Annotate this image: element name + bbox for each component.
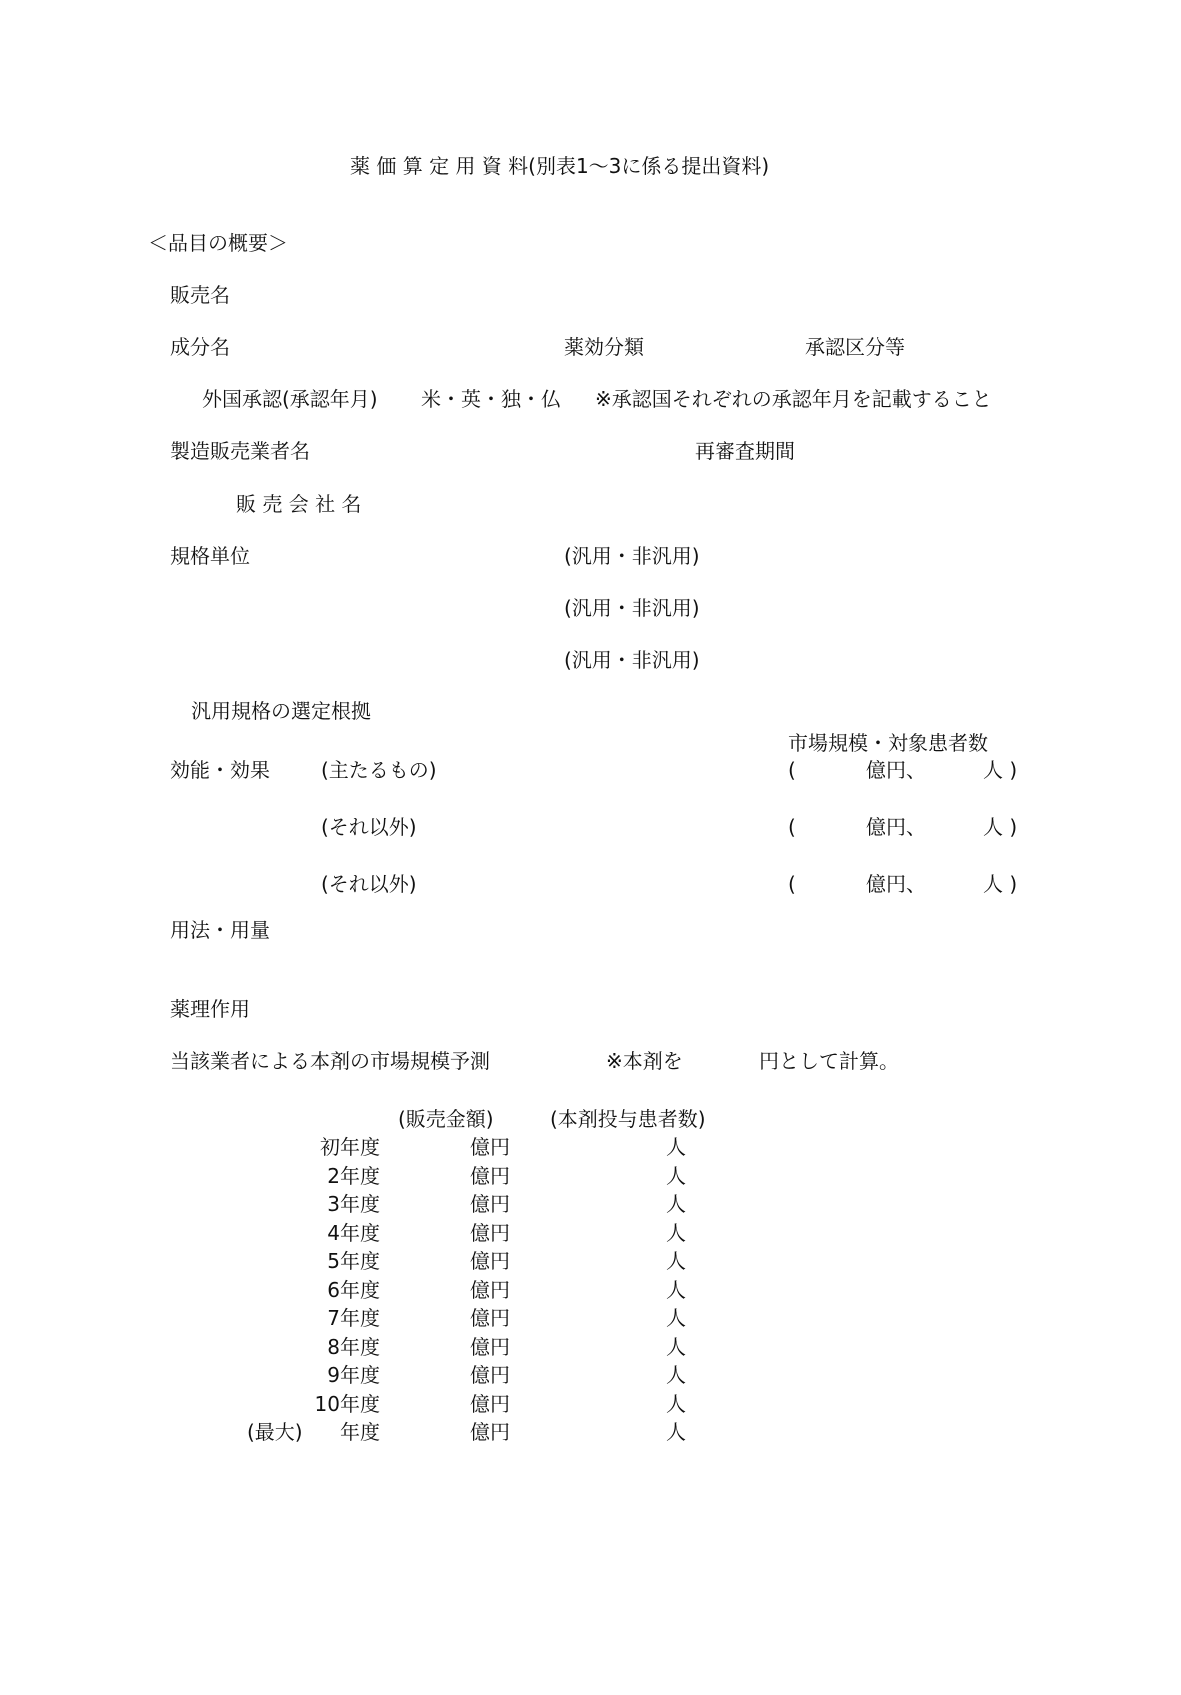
col-sales-header: (販売金額) (398, 1107, 494, 1131)
forecast-unit-nin: 人 (666, 1392, 686, 1416)
forecast-unit-nin: 人 (666, 1363, 686, 1387)
efficacy-class-label: 薬効分類 (564, 335, 644, 359)
forecast-unit-nin: 人 (666, 1335, 686, 1359)
paren-open: ( (788, 758, 796, 782)
sales-name-label: 販売名 (170, 283, 230, 307)
paren-open: ( (788, 815, 796, 839)
efficacy-row-label: (それ以外) (321, 815, 417, 839)
ingredient-label: 成分名 (170, 335, 230, 359)
forecast-unit-oku-en: 億円 (470, 1392, 510, 1416)
forecast-year: 2年度 (327, 1164, 380, 1188)
forecast-year-prefix: (最大) (247, 1420, 303, 1444)
paren-open: ( (788, 872, 796, 896)
forecast-year: 10年度 (314, 1392, 380, 1416)
col-patients-header: (本剤投与患者数) (550, 1107, 706, 1131)
generic-option: (汎用・非汎用) (564, 596, 700, 620)
forecast-unit-nin: 人 (666, 1306, 686, 1330)
reexam-period-label: 再審査期間 (695, 439, 795, 463)
spec-unit-label: 規格単位 (170, 544, 250, 568)
pharmacology-label: 薬理作用 (170, 997, 250, 1021)
generic-option: (汎用・非汎用) (564, 648, 700, 672)
forecast-unit-nin: 人 (666, 1135, 686, 1159)
forecast-note-prefix: ※本剤を (606, 1049, 683, 1073)
oku-en-unit: 億円、 (866, 815, 926, 839)
dosage-label: 用法・用量 (170, 918, 270, 942)
forecast-unit-oku-en: 億円 (470, 1249, 510, 1273)
forecast-unit-oku-en: 億円 (470, 1192, 510, 1216)
forecast-unit-nin: 人 (666, 1192, 686, 1216)
sales-company-label: 販 売 会 社 名 (236, 492, 362, 516)
nin-unit: 人 ) (983, 815, 1018, 839)
manufacturer-label: 製造販売業者名 (170, 439, 310, 463)
efficacy-row-label: (主たるもの) (321, 758, 437, 782)
forecast-year: 4年度 (327, 1221, 380, 1245)
forecast-unit-nin: 人 (666, 1249, 686, 1273)
forecast-year: 8年度 (327, 1335, 380, 1359)
forecast-unit-oku-en: 億円 (470, 1164, 510, 1188)
forecast-unit-nin: 人 (666, 1221, 686, 1245)
section-heading: ＜品目の概要＞ (148, 231, 288, 255)
forecast-year: 5年度 (327, 1249, 380, 1273)
forecast-unit-oku-en: 億円 (470, 1420, 510, 1444)
nin-unit: 人 ) (983, 758, 1018, 782)
forecast-unit-oku-en: 億円 (470, 1135, 510, 1159)
forecast-year: 9年度 (327, 1363, 380, 1387)
oku-en-unit: 億円、 (866, 872, 926, 896)
approval-class-label: 承認区分等 (805, 335, 905, 359)
forecast-unit-oku-en: 億円 (470, 1335, 510, 1359)
oku-en-unit: 億円、 (866, 758, 926, 782)
efficacy-label: 効能・効果 (170, 758, 270, 782)
foreign-approval-label: 外国承認(承認年月) (202, 387, 378, 411)
forecast-year: 7年度 (327, 1306, 380, 1330)
foreign-approval-note: ※承認国それぞれの承認年月を記載すること (595, 387, 992, 411)
forecast-unit-oku-en: 億円 (470, 1221, 510, 1245)
market-size-header: 市場規模・対象患者数 (788, 731, 988, 755)
forecast-unit-oku-en: 億円 (470, 1278, 510, 1302)
efficacy-row-label: (それ以外) (321, 872, 417, 896)
document-title: 薬 価 算 定 用 資 料(別表1～3に係る提出資料) (350, 154, 770, 178)
generic-basis-label: 汎用規格の選定根拠 (191, 699, 371, 723)
forecast-year: 年度 (340, 1420, 380, 1444)
forecast-unit-nin: 人 (666, 1278, 686, 1302)
forecast-title: 当該業者による本剤の市場規模予測 (170, 1049, 490, 1073)
forecast-unit-oku-en: 億円 (470, 1363, 510, 1387)
foreign-countries: 米・英・独・仏 (421, 387, 561, 411)
generic-option: (汎用・非汎用) (564, 544, 700, 568)
forecast-year: 6年度 (327, 1278, 380, 1302)
forecast-unit-nin: 人 (666, 1164, 686, 1188)
forecast-note-suffix: 円として計算。 (759, 1049, 899, 1073)
forecast-unit-oku-en: 億円 (470, 1306, 510, 1330)
forecast-unit-nin: 人 (666, 1420, 686, 1444)
forecast-year: 3年度 (327, 1192, 380, 1216)
forecast-year: 初年度 (320, 1135, 380, 1159)
nin-unit: 人 ) (983, 872, 1018, 896)
